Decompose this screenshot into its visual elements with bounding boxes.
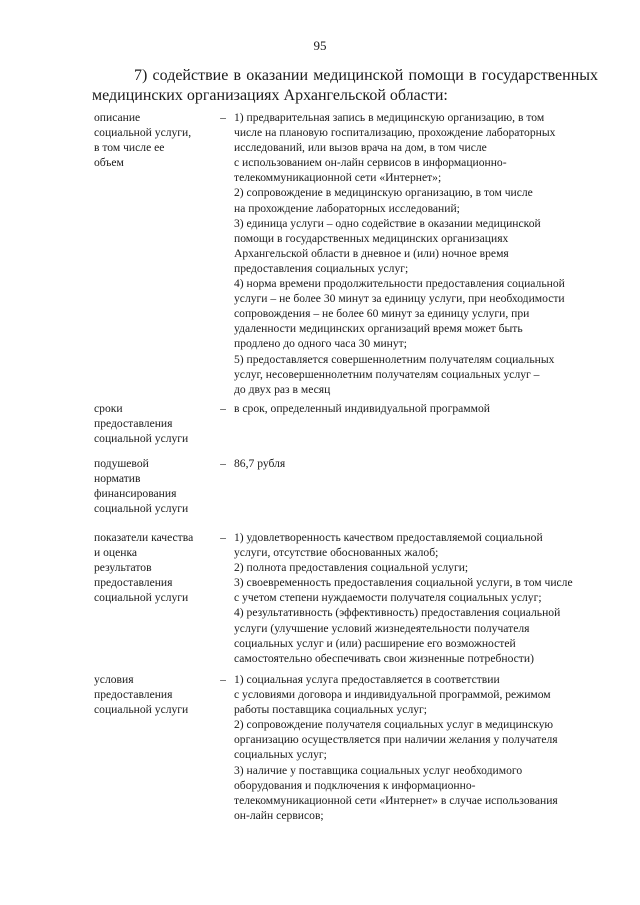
content-line: 2) сопровождение получателя социальных услуг в медицинскую	[234, 718, 554, 732]
row-content	[234, 530, 600, 666]
content-line: услуги (улучшение условий жизнедеятельности получателя	[234, 621, 530, 635]
content-line: оборудования и подключения к информационно-	[234, 778, 476, 792]
row-content	[234, 672, 600, 823]
content-line: телекоммуникационной сети «Интернет»;	[234, 171, 442, 185]
content-line: услуги, отсутствие обоснованных жалоб;	[234, 546, 439, 560]
content-line: работы поставщика социальных услуг;	[234, 703, 428, 717]
label-line: социальной услуги	[94, 703, 189, 717]
label-line: предоставления	[94, 688, 173, 702]
row-content	[234, 401, 600, 416]
label-line: объем	[94, 156, 124, 170]
row-label	[94, 401, 214, 446]
label-line: норматив	[94, 472, 141, 486]
dash-separator: –	[220, 673, 226, 686]
content-line: помощи в государственных медицинских организациях	[234, 231, 509, 245]
label-line: результатов	[94, 561, 152, 575]
content-line: самостоятельно обеспечивать свои жизненные потребности)	[234, 651, 534, 665]
content-line: он-лайн сервисов;	[234, 808, 324, 822]
content-line: услуг, несовершеннолетним получателям социальных услуг –	[234, 367, 540, 381]
content-line: в срок, определенный индивидуальной программой	[234, 402, 490, 415]
content-line: продлено до одного часа 30 минут;	[234, 337, 407, 351]
content-line: 3) единица услуги – одно содействие в оказании медицинской	[234, 216, 541, 230]
content-line: удаленности медицинских организаций время может быть	[234, 322, 523, 336]
section-title: 7) содействие в оказании медицинской помощи в государственных медицинских организациях Архангельской области:	[92, 67, 598, 104]
content-line: 4) результативность (эффективность) предоставления социальной	[234, 606, 561, 620]
content-line: с условиями договора и индивидуальной программой, режимом	[234, 688, 551, 702]
content-line: 2) полнота предоставления социальной услуги;	[234, 561, 469, 575]
content-line: Архангельской области в дневное и (или) ночное время	[234, 246, 509, 260]
row-label	[94, 672, 214, 717]
row-label	[94, 456, 214, 516]
label-line: условия	[94, 673, 134, 686]
label-line: социальной услуги	[94, 591, 189, 605]
content-line: 2) сопровождение в медицинскую организацию, в том числе	[234, 186, 533, 200]
label-line: показатели качества	[94, 531, 194, 544]
row-content	[234, 110, 600, 397]
content-line: социальных услуг и (или) расширение его возможностей	[234, 636, 516, 650]
content-line: 5) предоставляется совершеннолетним получателям социальных	[234, 352, 555, 366]
content-line: исследований, или вызов врача на дом, в том числе	[234, 141, 487, 155]
content-line: до двух раз в месяц	[234, 382, 331, 396]
label-line: и оценка	[94, 546, 138, 560]
dash-separator: –	[220, 111, 226, 124]
row-label	[94, 530, 214, 605]
content-line: 3) наличие у поставщика социальных услуг необходимого	[234, 763, 523, 777]
label-line: предоставления	[94, 417, 173, 431]
content-line: 3) своевременность предоставления социальной услуги, в том числе	[234, 576, 573, 590]
content-line: числе на плановую госпитализацию, прохождение лабораторных	[234, 126, 556, 140]
content-line: на прохождение лабораторных исследований;	[234, 201, 460, 215]
label-line: подушевой	[94, 457, 149, 470]
content-line: 1) социальная услуга предоставляется в соответствии	[234, 673, 500, 686]
content-line: телекоммуникационной сети «Интернет» в случае использования	[234, 793, 558, 807]
content-line: предоставления социальных услуг;	[234, 261, 409, 275]
label-line: финансирования	[94, 487, 177, 501]
label-line: социальной услуги	[94, 432, 189, 446]
content-line: сопровождения – не более 60 минут за единицу услуги, при	[234, 307, 530, 321]
label-line: предоставления	[94, 576, 173, 590]
content-line: с учетом степени нуждаемости получателя социальных услуг;	[234, 591, 542, 605]
label-line: сроки	[94, 402, 123, 415]
page-number: 95	[313, 38, 327, 53]
content-line: социальных услуг;	[234, 748, 327, 762]
content-line: с использованием он-лайн сервисов в информационно-	[234, 156, 507, 170]
content-line: 86,7 рубля	[234, 457, 286, 470]
content-line: организацию осуществляется при наличии желания у получателя	[234, 733, 558, 747]
content-line: 1) предварительная запись в медицинскую организацию, в том	[234, 111, 545, 124]
content-line: 4) норма времени продолжительности предоставления социальной	[234, 277, 565, 291]
content-line: услуги – не более 30 минут за единицу услуги, при необходимости	[234, 292, 565, 306]
dash-separator: –	[220, 531, 226, 544]
row-content	[234, 456, 600, 471]
label-line: описание	[94, 111, 141, 124]
label-line: в том числе ее	[94, 141, 165, 155]
dash-separator: –	[220, 402, 226, 415]
content-line: 1) удовлетворенность качеством предоставляемой социальной	[234, 531, 543, 544]
dash-separator: –	[220, 457, 226, 470]
row-label	[94, 110, 214, 170]
label-line: социальной услуги	[94, 502, 189, 516]
label-line: социальной услуги,	[94, 126, 192, 140]
